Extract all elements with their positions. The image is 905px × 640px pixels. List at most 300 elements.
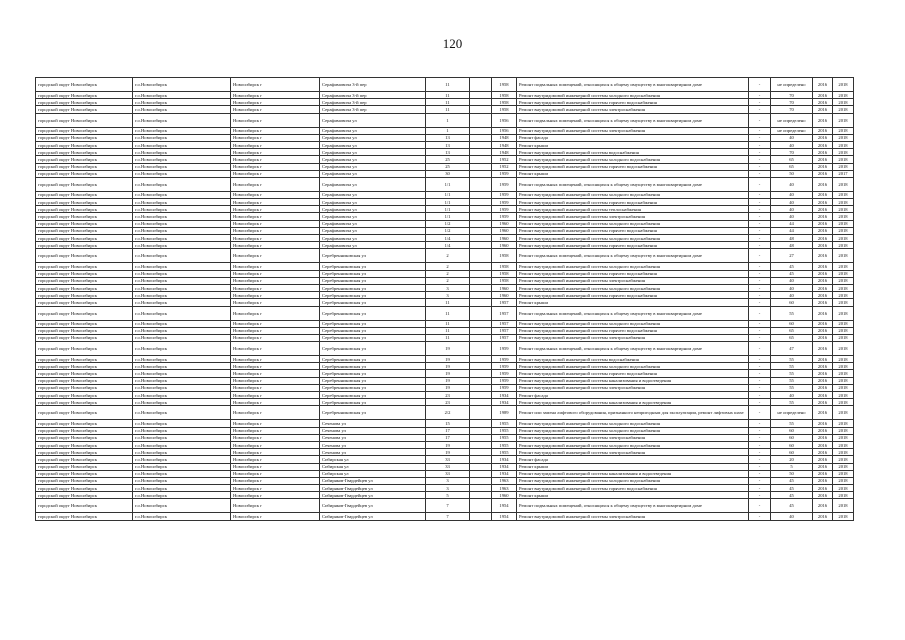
cell-house: 2/2 [426,406,470,420]
cell-municipality: г.о.Новосибирск [133,284,231,291]
table-row [36,170,854,177]
cell-municipality: г.о.Новосибирск [133,149,231,156]
cell-street: Сибиряков-Гвардейцев ул [320,492,426,499]
cell-work: Ремонт внутридомовой инженерной системы холодного водоснабжения [517,235,749,242]
cell-cost: 40 [771,277,813,284]
cell-city: Новосибирск г [231,149,320,156]
cell-dash: - [749,342,771,356]
cell-year-to: 2018 [833,235,854,242]
cell-house: 25 [426,163,470,170]
table-row [36,434,854,441]
cell-work: Ремонт внутридомовой инженерной системы электроснабжения [517,213,749,220]
cell-city: Новосибирск г [231,263,320,270]
cell-house: 19 [426,363,470,370]
cell-work: Ремонт внутридомовой инженерной системы электроснабжения [517,106,749,113]
cell-work: Ремонт внутридомовой инженерной системы горячего водоснабжения [517,242,749,249]
cell-dash: - [749,492,771,499]
cell-street: Серебренниковская ул [320,342,426,356]
cell-city: Новосибирск г [231,342,320,356]
cell-work: Ремонт внутридомовой инженерной системы электроснабжения [517,449,749,456]
cell-year-to: 2018 [833,191,854,198]
cell-street: Сибиряков-Гвардейцев ул [320,513,426,520]
cell-house: 2 [426,270,470,277]
cell-cost: 5 [771,463,813,470]
cell-empty [470,306,492,320]
cell-street: Серафимовича 3-й пер [320,92,426,99]
table-row [36,206,854,213]
cell-year-from: 2016 [813,399,833,406]
cell-street: Сибиряков-Гвардейцев ул [320,477,426,484]
table-row [36,363,854,370]
cell-year-from: 2016 [813,356,833,363]
cell-city: Новосибирск г [231,163,320,170]
cell-city: Новосибирск г [231,213,320,220]
cell-work: Ремонт внутридомовой инженерной системы электроснабжения [517,127,749,134]
cell-municipality: г.о.Новосибирск [133,292,231,299]
cell-dash: - [749,206,771,213]
cell-district: городской округ Новосибирск [36,363,133,370]
cell-empty [470,127,492,134]
cell-year: 1959 [492,363,517,370]
cell-dash: - [749,434,771,441]
cell-street: Серебренниковская ул [320,377,426,384]
cell-year-to: 2018 [833,270,854,277]
cell-work: Ремонт внутридомовой инженерной системы горячего водоснабжения [517,270,749,277]
cell-cost: 47 [771,342,813,356]
cell-city: Новосибирск г [231,199,320,206]
cell-empty [470,206,492,213]
cell-street: Серебренниковская ул [320,306,426,320]
cell-city: Новосибирск г [231,206,320,213]
cell-house: 3 [426,284,470,291]
cell-work: Ремонт внутридомовой инженерной системы холодного водоснабжения [517,284,749,291]
cell-municipality: г.о.Новосибирск [133,299,231,306]
cell-cost: 40 [771,284,813,291]
cell-cost: 40 [771,141,813,148]
cell-year-to: 2018 [833,206,854,213]
cell-district: городской округ Новосибирск [36,513,133,520]
cell-empty [470,134,492,141]
table-row [36,485,854,492]
cell-city: Новосибирск г [231,284,320,291]
cell-work: Ремонт внутридомовой инженерной системы канализования и водоотведения [517,399,749,406]
cell-municipality: г.о.Новосибирск [133,434,231,441]
cell-year-to: 2018 [833,384,854,391]
cell-work: Ремонт внутридомовой инженерной системы электроснабжения [517,513,749,520]
cell-year: 1958 [492,92,517,99]
cell-house: 17 [426,427,470,434]
cell-house: 13 [426,134,470,141]
cell-work: Ремонт крыши [517,463,749,470]
cell-empty [470,277,492,284]
cell-dash: - [749,470,771,477]
cell-year: 1960 [492,227,517,234]
cell-municipality: г.о.Новосибирск [133,384,231,391]
cell-empty [470,156,492,163]
cell-district: городской округ Новосибирск [36,141,133,148]
cell-dash: - [749,213,771,220]
cell-empty [470,384,492,391]
cell-street: Серафимовича ул [320,113,426,127]
cell-city: Новосибирск г [231,463,320,470]
cell-street: Серебренниковская ул [320,284,426,291]
cell-year-from: 2016 [813,470,833,477]
cell-year: 1956 [492,113,517,127]
cell-year-from: 2016 [813,235,833,242]
cell-year-from: 2016 [813,242,833,249]
cell-work: Ремонт внутридомовой инженерной системы электроснабжения [517,434,749,441]
cell-year-to: 2018 [833,299,854,306]
table-row [36,149,854,156]
cell-district: городской округ Новосибирск [36,284,133,291]
cell-city: Новосибирск г [231,141,320,148]
cell-municipality: г.о.Новосибирск [133,499,231,513]
cell-house: 3 [426,485,470,492]
cell-municipality: г.о.Новосибирск [133,441,231,448]
cell-year-from: 2016 [813,141,833,148]
cell-work: Ремонт внутридомовой инженерной системы холодного водоснабжения [517,441,749,448]
cell-year-to: 2018 [833,292,854,299]
cell-city: Новосибирск г [231,399,320,406]
cell-cost: 45 [771,499,813,513]
cell-empty [470,177,492,191]
cell-district: городской округ Новосибирск [36,170,133,177]
cell-year: 1957 [492,320,517,327]
cell-cost: 70 [771,92,813,99]
cell-city: Новосибирск г [231,156,320,163]
cell-empty [470,106,492,113]
cell-year-to: 2018 [833,306,854,320]
cell-municipality: г.о.Новосибирск [133,420,231,427]
cell-street: Серафимовича ул [320,170,426,177]
cell-year-to: 2018 [833,320,854,327]
cell-year-from: 2016 [813,441,833,448]
table-row [36,392,854,399]
cell-year-to: 2018 [833,441,854,448]
cell-empty [470,399,492,406]
cell-city: Новосибирск г [231,99,320,106]
cell-house: 33 [426,463,470,470]
table-row [36,113,854,127]
cell-house: 11 [426,99,470,106]
cell-city: Новосибирск г [231,177,320,191]
cell-cost: 44 [771,227,813,234]
cell-year-to: 2018 [833,334,854,341]
cell-district: городской округ Новосибирск [36,163,133,170]
cell-district: городской округ Новосибирск [36,392,133,399]
cell-dash: - [749,199,771,206]
cell-year-to: 2018 [833,156,854,163]
table-row [36,427,854,434]
cell-cost: 55 [771,420,813,427]
cell-year-from: 2016 [813,306,833,320]
cell-year: 1957 [492,306,517,320]
cell-dash: - [749,406,771,420]
cell-district: городской округ Новосибирск [36,463,133,470]
table-row [36,220,854,227]
cell-work: Ремонт подвальных помещений, относящихся к общему имуществу в многоквартирном доме [517,78,749,92]
cell-house: 11 [426,92,470,99]
cell-city: Новосибирск г [231,334,320,341]
cell-year: 1955 [492,441,517,448]
cell-house: 19 [426,449,470,456]
cell-empty [470,141,492,148]
cell-municipality: г.о.Новосибирск [133,134,231,141]
cell-work: Ремонт внутридомовой инженерной системы холодного водоснабжения [517,320,749,327]
cell-year: 1934 [492,456,517,463]
cell-year: 1959 [492,213,517,220]
cell-year-from: 2016 [813,292,833,299]
cell-year-to: 2018 [833,134,854,141]
cell-empty [470,392,492,399]
cell-dash: - [749,149,771,156]
cell-city: Новосибирск г [231,492,320,499]
cell-street: Сибирская ул [320,463,426,470]
cell-cost: 55 [771,370,813,377]
cell-house: 11 [426,327,470,334]
cell-district: городской округ Новосибирск [36,106,133,113]
cell-house: 19 [426,384,470,391]
cell-district: городской округ Новосибирск [36,370,133,377]
cell-city: Новосибирск г [231,449,320,456]
page-number: 120 [442,36,463,51]
cell-dash: - [749,306,771,320]
cell-street: Серафимовича ул [320,199,426,206]
cell-cost: 65 [771,163,813,170]
cell-street: Сеченова ул [320,420,426,427]
cell-year-to: 2018 [833,220,854,227]
cell-cost: 44 [771,220,813,227]
cell-empty [470,320,492,327]
cell-work: Ремонт фасада [517,134,749,141]
cell-municipality: г.о.Новосибирск [133,99,231,106]
cell-city: Новосибирск г [231,127,320,134]
table-row [36,191,854,198]
cell-work: Ремонт внутридомовой инженерной системы холодного водоснабжения [517,156,749,163]
cell-dash: - [749,363,771,370]
cell-street: Серафимовича 3-й пер [320,106,426,113]
cell-street: Сибирская ул [320,470,426,477]
table-row [36,292,854,299]
cell-city: Новосибирск г [231,227,320,234]
table-row [36,441,854,448]
cell-dash: - [749,277,771,284]
cell-empty [470,235,492,242]
cell-empty [470,292,492,299]
cell-street: Сибиряков-Гвардейцев ул [320,485,426,492]
cell-municipality: г.о.Новосибирск [133,320,231,327]
cell-municipality: г.о.Новосибирск [133,456,231,463]
cell-year-to: 2018 [833,370,854,377]
cell-year-to: 2018 [833,277,854,284]
cell-work: Ремонт внутридомовой инженерной системы холодного водоснабжения [517,420,749,427]
cell-municipality: г.о.Новосибирск [133,106,231,113]
cell-empty [470,284,492,291]
cell-house: 1/4 [426,242,470,249]
cell-city: Новосибирск г [231,377,320,384]
table-row [36,306,854,320]
cell-municipality: г.о.Новосибирск [133,485,231,492]
table-row [36,242,854,249]
cell-street: Сеченова ул [320,441,426,448]
cell-year-from: 2016 [813,463,833,470]
cell-street: Серебренниковская ул [320,406,426,420]
cell-year-to: 2018 [833,492,854,499]
cell-year-to: 2018 [833,78,854,92]
cell-year: 1958 [492,249,517,263]
cell-street: Серафимовича ул [320,149,426,156]
cell-year: 1954 [492,499,517,513]
cell-year-to: 2018 [833,513,854,520]
cell-house: 15 [426,420,470,427]
cell-year-from: 2016 [813,327,833,334]
cell-house: 1 [426,113,470,127]
cell-municipality: г.о.Новосибирск [133,199,231,206]
cell-municipality: г.о.Новосибирск [133,92,231,99]
cell-cost: 65 [771,156,813,163]
cell-work: Ремонт или замена лифтового оборудования, признанного непригодным для эксплуатации, ремонт лифтовых шахт [517,406,749,420]
cell-dash: - [749,99,771,106]
cell-city: Новосибирск г [231,235,320,242]
cell-year-from: 2016 [813,270,833,277]
cell-year-from: 2016 [813,113,833,127]
cell-year-from: 2016 [813,220,833,227]
cell-house: 2 [426,263,470,270]
cell-district: городской округ Новосибирск [36,384,133,391]
cell-dash: - [749,456,771,463]
cell-street: Серебренниковская ул [320,263,426,270]
cell-cost: 60 [771,320,813,327]
cell-year-from: 2016 [813,363,833,370]
cell-year-from: 2016 [813,149,833,156]
cell-year-to: 2018 [833,127,854,134]
table-row [36,499,854,513]
cell-dash: - [749,92,771,99]
cell-work: Ремонт подвальных помещений, относящихся к общему имуществу в многоквартирном доме [517,306,749,320]
cell-municipality: г.о.Новосибирск [133,427,231,434]
cell-empty [470,463,492,470]
cell-year: 1952 [492,163,517,170]
cell-dash: - [749,392,771,399]
table-row [36,199,854,206]
cell-dash: - [749,163,771,170]
cell-dash: - [749,370,771,377]
cell-work: Ремонт подвальных помещений, относящихся к общему имуществу в многоквартирном доме [517,113,749,127]
cell-cost: 45 [771,477,813,484]
table-row [36,249,854,263]
cell-year-from: 2016 [813,227,833,234]
cell-city: Новосибирск г [231,292,320,299]
cell-year: 1959 [492,342,517,356]
cell-year-to: 2018 [833,377,854,384]
cell-empty [470,78,492,92]
cell-district: городской округ Новосибирск [36,434,133,441]
cell-municipality: г.о.Новосибирск [133,170,231,177]
cell-empty [470,456,492,463]
cell-municipality: г.о.Новосибирск [133,463,231,470]
cell-house: 3 [426,292,470,299]
cell-city: Новосибирск г [231,327,320,334]
cell-house: 7 [426,513,470,520]
cell-district: городской округ Новосибирск [36,449,133,456]
cell-district: городской округ Новосибирск [36,492,133,499]
cell-year-from: 2016 [813,420,833,427]
cell-dash: - [749,156,771,163]
cell-empty [470,499,492,513]
cell-empty [470,220,492,227]
cell-year-from: 2016 [813,213,833,220]
cell-empty [470,427,492,434]
cell-work: Ремонт подвальных помещений, относящихся к общему имуществу в многоквартирном доме [517,249,749,263]
cell-year-from: 2016 [813,191,833,198]
cell-district: городской округ Новосибирск [36,92,133,99]
cell-year-to: 2018 [833,177,854,191]
cell-cost: 65 [771,334,813,341]
cell-street: Сибиряков-Гвардейцев ул [320,499,426,513]
cell-year: 1959 [492,170,517,177]
cell-district: городской округ Новосибирск [36,242,133,249]
cell-year-to: 2018 [833,106,854,113]
cell-year-to: 2018 [833,163,854,170]
cell-house: 7 [426,499,470,513]
cell-city: Новосибирск г [231,270,320,277]
cell-city: Новосибирск г [231,434,320,441]
cell-year-to: 2018 [833,420,854,427]
cell-cost: 50 [771,170,813,177]
cell-year-to: 2018 [833,263,854,270]
cell-year: 1955 [492,434,517,441]
cell-house: 1/1 [426,206,470,213]
table-row [36,106,854,113]
cell-municipality: г.о.Новосибирск [133,163,231,170]
cell-work: Ремонт внутридомовой инженерной системы горячего водоснабжения [517,227,749,234]
cell-empty [470,270,492,277]
cell-street: Серафимовича ул [320,242,426,249]
cell-empty [470,363,492,370]
cell-street: Серафимовича ул [320,141,426,148]
cell-district: городской округ Новосибирск [36,99,133,106]
cell-year: 1958 [492,263,517,270]
cell-street: Серебренниковская ул [320,249,426,263]
cell-street: Серебренниковская ул [320,320,426,327]
cell-city: Новосибирск г [231,306,320,320]
cell-year: 1958 [492,270,517,277]
cell-street: Серафимовича ул [320,191,426,198]
cell-year: 1963 [492,477,517,484]
cell-city: Новосибирск г [231,356,320,363]
cell-year: 1956 [492,127,517,134]
cell-cost: 70 [771,149,813,156]
cell-house: 5 [426,492,470,499]
table-row [36,78,854,92]
cell-cost: 55 [771,377,813,384]
cell-district: городской округ Новосибирск [36,263,133,270]
cell-empty [470,191,492,198]
cell-cost: 55 [771,399,813,406]
cell-district: городской округ Новосибирск [36,127,133,134]
cell-street: Сеченова ул [320,427,426,434]
cell-municipality: г.о.Новосибирск [133,334,231,341]
cell-municipality: г.о.Новосибирск [133,270,231,277]
cell-city: Новосибирск г [231,392,320,399]
cell-cost: 60 [771,427,813,434]
cell-municipality: г.о.Новосибирск [133,263,231,270]
cell-house: 1/1 [426,199,470,206]
cell-street: Серебренниковская ул [320,363,426,370]
cell-dash: - [749,263,771,270]
cell-district: городской округ Новосибирск [36,277,133,284]
cell-dash: - [749,334,771,341]
